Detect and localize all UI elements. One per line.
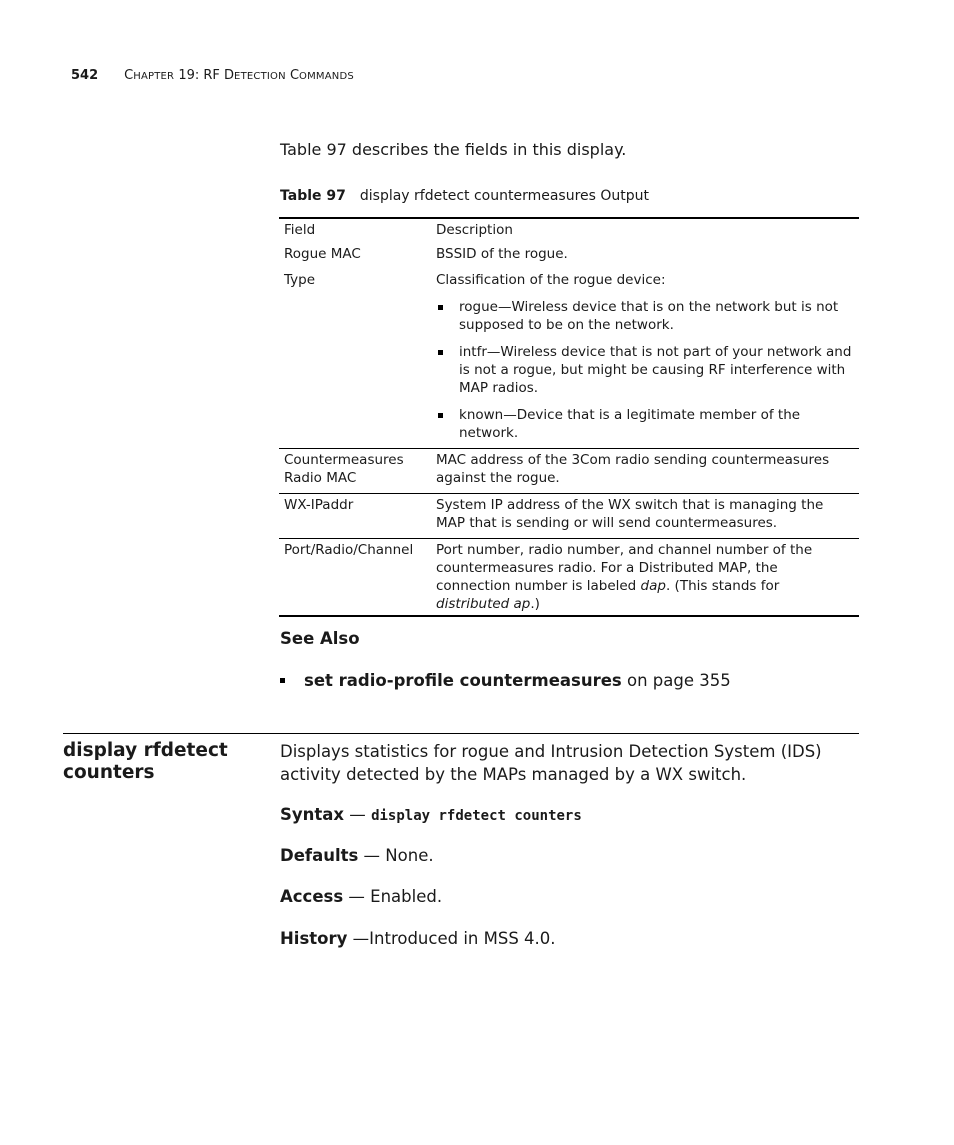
type-list (436, 298, 853, 442)
access-label: Access (280, 887, 344, 906)
row-description (436, 271, 859, 449)
table-caption (280, 188, 649, 204)
table-row (279, 271, 859, 449)
running-header (71, 68, 354, 83)
see-also-heading: See Also (280, 629, 360, 648)
row-field: Type (284, 272, 316, 288)
intro-text: Table 97 describes the fields in this display. (280, 140, 627, 159)
defaults-line (280, 846, 434, 865)
history-label: History (280, 929, 348, 948)
access-value: — Enabled. (343, 887, 443, 906)
defaults-value: — None. (358, 846, 434, 865)
chapter-title: CHAPTER 19: RF DETECTION COMMANDS (124, 68, 354, 83)
see-also-link[interactable]: set radio-profile countermeasures (304, 671, 622, 690)
list-item: intfr—Wireless device that is not part of your network and is not a rogue, but might be causing RF interference with MAP radios. (436, 343, 853, 397)
page-number: 542 (71, 68, 99, 83)
fields-table (279, 217, 859, 617)
row-description: Port number, radio number, and channel number of the countermeasures radio. For a Distributed MAP, the connection number is labeled dap. (This stands for distributed ap.) (436, 539, 859, 617)
access-line (280, 887, 442, 906)
table-caption-text: display rfdetect countermeasures Output (359, 188, 650, 204)
section-description: Displays statistics for rogue and Intrusion Detection System (IDS) activity detected by the MAPs managed by a WX switch. (280, 742, 822, 784)
syntax-line: Syntax — display rfdetect counters (280, 805, 582, 824)
row-field: Countermeasures Radio MAC (279, 449, 436, 494)
row-field: Port/Radio/Channel (279, 539, 436, 617)
table-row (279, 449, 859, 494)
row-field: WX-IPaddr (279, 494, 436, 539)
row-description: BSSID of the rogue. (436, 246, 568, 262)
section-divider (63, 733, 859, 734)
header-description: Description (436, 222, 513, 238)
table-row (279, 245, 859, 271)
table-row (279, 539, 859, 617)
type-intro: Classification of the rogue device: (436, 272, 666, 288)
list-item: rogue—Wireless device that is on the network but is not supposed to be on the network. (436, 298, 853, 334)
section-title: display rfdetect counters (63, 740, 228, 783)
header-field: Field (284, 222, 316, 238)
history-line (280, 929, 556, 948)
see-also-item (280, 671, 731, 690)
history-value: —Introduced in MSS 4.0. (347, 929, 556, 948)
list-item: known—Device that is a legitimate member of the network. (436, 406, 853, 442)
see-also-page: on page 355 (621, 671, 731, 690)
syntax-label: Syntax (280, 805, 345, 824)
bullet-icon (280, 678, 285, 683)
table-caption-number: Table 97 (280, 188, 346, 204)
table-header-row (279, 218, 859, 245)
row-description: System IP address of the WX switch that is managing the MAP that is sending or will send countermeasures. (436, 494, 859, 539)
row-field: Rogue MAC (284, 246, 361, 262)
table-row (279, 494, 859, 539)
syntax-command: display rfdetect counters (371, 808, 582, 824)
defaults-label: Defaults (280, 846, 359, 865)
row-description: MAC address of the 3Com radio sending countermeasures against the rogue. (436, 449, 859, 494)
